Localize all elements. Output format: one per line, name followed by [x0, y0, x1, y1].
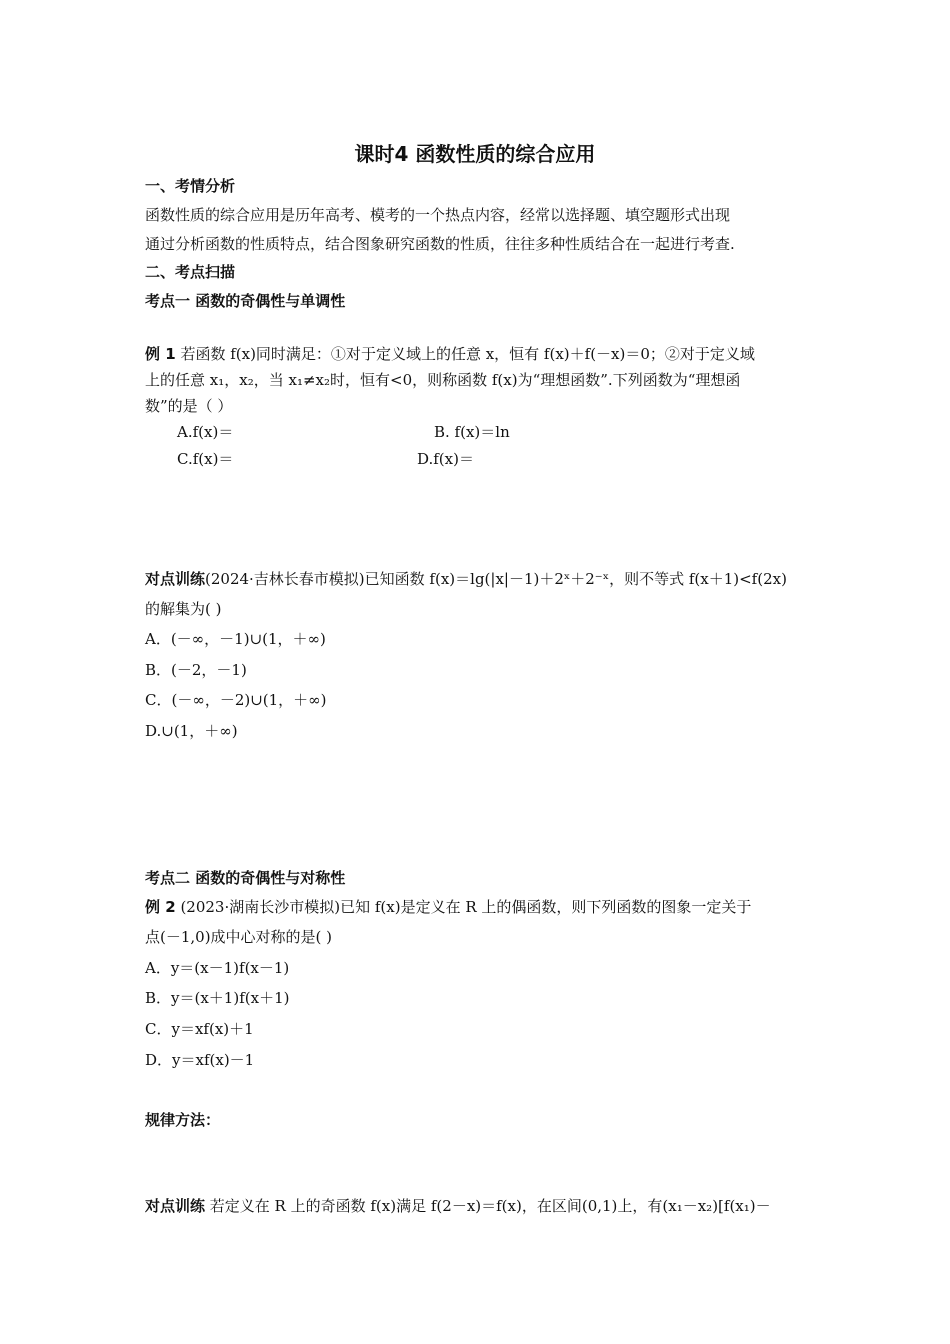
- method-label: 规律方法：: [145, 1111, 221, 1129]
- example-1-line-1: [145, 344, 755, 364]
- example-1-text-1: 若函数 f(x)同时满足：①对于定义域上的任意 x，恒有 f(x)＋f(－x)＝0；②对于定义域: [180, 345, 755, 363]
- training-1-option-c: C．(－∞，－2)∪(1，＋∞): [145, 691, 327, 709]
- training-1-line-2: 的解集为( ): [145, 600, 222, 618]
- page-title: 课时4 函数性质的综合应用: [354, 142, 596, 166]
- training-2-text-1: 若定义在 R 上的奇函数 f(x)满足 f(2－x)＝f(x)，在区间(0,1)上，有(x₁－x₂)[f(x₁)－: [205, 1197, 771, 1215]
- example-2-option-b: B．y＝(x＋1)f(x＋1): [145, 989, 290, 1007]
- training-1-line-1: [145, 569, 787, 589]
- section-heading-scan: 二、考点扫描: [145, 263, 236, 281]
- analysis-paragraph-line-2: 通过分析函数的性质特点，结合图象研究函数的性质，往往多种性质结合在一起进行考查.: [145, 235, 735, 253]
- example-2-option-a: A．y＝(x－1)f(x－1): [145, 959, 290, 977]
- example-2-line-2: 点(－1,0)成中心对称的是( ): [145, 928, 333, 946]
- example-1-option-d: D.f(x)＝: [417, 450, 474, 468]
- example-1-line-3: 数”的是（ ）: [145, 397, 233, 415]
- training-1-option-a: A．(－∞，－1)∪(1，＋∞): [145, 630, 326, 648]
- training-1-text-1: (2024·吉林长春市模拟)已知函数 f(x)＝lg(|x|－1)＋2ˣ＋2⁻ˣ，则不等式 f(x＋1)<f(2x): [205, 570, 787, 588]
- training-2-label: 对点训练: [145, 1197, 206, 1215]
- training-1-option-d: D.∪(1，＋∞): [145, 722, 238, 740]
- keypoint-2-heading: 考点二 函数的奇偶性与对称性: [145, 869, 346, 887]
- example-1-option-b: B. f(x)＝ln: [434, 423, 510, 441]
- section-heading-analysis: 一、考情分析: [145, 177, 236, 195]
- example-1-option-c: C.f(x)＝: [177, 450, 234, 468]
- example-1-option-a: A.f(x)＝: [177, 423, 234, 441]
- example-1-label: 例 1: [145, 345, 176, 363]
- example-2-label: 例 2: [145, 898, 176, 916]
- example-2-line-1: [145, 897, 751, 917]
- example-2-option-c: C．y＝xf(x)＋1: [145, 1020, 254, 1038]
- example-1-line-2: 上的任意 x₁，x₂，当 x₁≠x₂时，恒有<0，则称函数 f(x)为“理想函数”.下列函数为“理想函: [145, 371, 741, 389]
- example-2-text-1: (2023·湖南长沙市模拟)已知 f(x)是定义在 R 上的偶函数，则下列函数的图象一定关于: [175, 898, 752, 916]
- analysis-paragraph-line-1: 函数性质的综合应用是历年高考、模考的一个热点内容，经常以选择题、填空题形式出现: [145, 206, 731, 224]
- keypoint-1-heading: 考点一 函数的奇偶性与单调性: [145, 292, 346, 310]
- training-1-label: 对点训练: [145, 570, 206, 588]
- example-2-option-d: D．y＝xf(x)－1: [145, 1051, 255, 1069]
- training-1-option-b: B．(－2，－1): [145, 661, 247, 679]
- training-2-line-1: [145, 1196, 771, 1216]
